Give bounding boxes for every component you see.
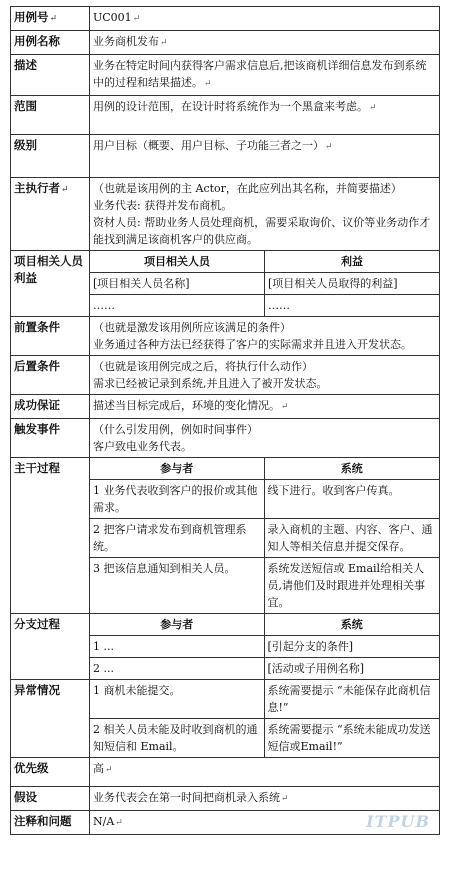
main-step-actor: 1 业务代表收到客户的报价或其他需求。 <box>90 480 264 519</box>
main-step-system: 线下进行。收到客户传真。 <box>264 480 439 519</box>
branch-step-system: [活动或子用例名称] <box>267 662 365 675</box>
value-text: 业务商机发布 <box>93 35 159 48</box>
label-trigger <box>11 419 90 458</box>
value-exceptions <box>90 680 440 758</box>
branch-header-actor: 参与者 <box>90 614 264 636</box>
stakeholder-header-person: 项目相关人员 <box>90 251 265 273</box>
trigger-line: 客户致电业务代表。 <box>93 440 192 453</box>
row-postcondition <box>11 356 440 395</box>
label-text: 假设 <box>14 790 37 804</box>
exception-actor: 1 商机未能提交。 <box>90 680 264 719</box>
row-stakeholders <box>11 251 440 317</box>
paragraph-mark-icon: ↵ <box>105 765 113 775</box>
label-actor <box>11 178 90 251</box>
value-text: 用户目标（概要、用户目标、子功能三者之一） <box>93 139 324 152</box>
label-text: 后置条件 <box>14 359 60 373</box>
main-flow-table <box>90 458 439 613</box>
precondition-line: 业务通过各种方法已经获得了客户的实际需求并且进入开发状态。 <box>93 338 412 351</box>
stakeholder-cell: …… <box>90 295 265 317</box>
main-step-actor: 2 把客户请求发布到商机管理系统。 <box>90 519 264 558</box>
row-branch-flow <box>11 614 440 680</box>
exception-table <box>90 680 439 757</box>
label-text: 异常情况 <box>14 683 60 697</box>
stakeholder-cell: [项目相关人员取得的利益] <box>265 273 440 295</box>
value-stakeholders <box>90 251 440 317</box>
main-step-system: 录入商机的主题、内容、客户、通知人等相关信息并提交保存。 <box>264 519 439 558</box>
row-main-flow <box>11 458 440 614</box>
use-case-table <box>10 6 440 835</box>
row-priority <box>11 758 440 787</box>
exception-system: 系统需要提示 “未能保存此商机信息!” <box>264 680 439 719</box>
precondition-line: （也就是激发该用例所应该满足的条件） <box>93 321 291 334</box>
row-exceptions <box>11 680 440 758</box>
label-text: 级别 <box>14 138 37 152</box>
paragraph-mark-icon: ↵ <box>49 14 58 24</box>
paragraph-mark-icon: ↵ <box>325 142 333 152</box>
main-header-system: 系统 <box>264 458 439 480</box>
paragraph-mark-icon: ↵ <box>369 103 377 113</box>
paragraph-mark-icon: ↵ <box>281 402 289 412</box>
value-actor <box>90 178 440 251</box>
label-success <box>11 395 90 419</box>
row-id <box>11 7 440 31</box>
value-scope <box>90 96 440 135</box>
label-branch-flow <box>11 614 90 680</box>
label-text: 用例号 <box>14 10 49 24</box>
value-priority <box>90 758 440 787</box>
stakeholder-cell: [项目相关人员名称] <box>90 273 265 295</box>
row-success <box>11 395 440 419</box>
row-scope <box>11 96 440 135</box>
label-precondition <box>11 317 90 356</box>
value-text: UC001 <box>93 11 132 24</box>
label-text: 优先级 <box>14 761 49 775</box>
value-main-flow <box>90 458 440 614</box>
actor-line: 业务代表: 获得并发布商机。 <box>93 199 233 212</box>
exception-system: 系统需要提示 “系统未能成功发送短信或Email!” <box>267 723 431 753</box>
use-case-document <box>10 6 440 835</box>
label-priority <box>11 758 90 787</box>
label-text: 描述 <box>14 58 37 72</box>
label-exceptions <box>11 680 90 758</box>
label-text: 用例名称 <box>14 34 60 48</box>
row-assumption <box>11 787 440 811</box>
label-desc <box>11 55 90 96</box>
main-step-system: 系统发送短信或 Email给相关人员,请他们及时跟进并处理相关事宜。 <box>267 562 426 609</box>
label-text: 主执行者 <box>14 181 60 195</box>
label-text: 范围 <box>14 99 37 113</box>
paragraph-mark-icon: ↵ <box>115 818 123 828</box>
actor-line: 资材人员: 帮助业务人员处理商机，需要采取询价、议价等业务动作才能找到满足该商机客户的供应商。 <box>93 216 431 246</box>
branch-step-actor: 1 ... <box>90 636 264 658</box>
value-text: 业务在特定时间内获得客户需求信息后,把该商机详细信息发布到系统中的过程和结果描述。 <box>93 59 427 89</box>
watermark: ITPUB <box>366 812 430 831</box>
value-desc <box>90 55 440 96</box>
value-text: N/A <box>93 815 115 828</box>
row-trigger <box>11 419 440 458</box>
value-id <box>90 7 440 31</box>
label-assumption <box>11 787 90 811</box>
label-text: 成功保证 <box>14 398 60 412</box>
value-level <box>90 135 440 178</box>
label-notes <box>11 811 90 835</box>
label-text: 触发事件 <box>14 422 60 436</box>
value-trigger <box>90 419 440 458</box>
row-desc <box>11 55 440 96</box>
paragraph-mark-icon: ↵ <box>160 38 168 48</box>
stakeholder-header-interest: 利益 <box>265 251 440 273</box>
row-name <box>11 31 440 55</box>
paragraph-mark-icon: ↵ <box>281 794 289 804</box>
stakeholder-cell: …… <box>268 299 290 312</box>
value-text: 业务代表会在第一时间把商机录入系统 <box>93 791 280 804</box>
label-scope <box>11 96 90 135</box>
label-main-flow <box>11 458 90 614</box>
label-level <box>11 135 90 178</box>
postcondition-line: （也就是该用例完成之后，将执行什么动作） <box>93 360 313 373</box>
paragraph-mark-icon: ↵ <box>61 185 69 195</box>
paragraph-mark-icon: ↵ <box>132 14 141 24</box>
value-assumption <box>90 787 440 811</box>
stakeholder-table <box>90 251 439 316</box>
value-branch-flow <box>90 614 440 680</box>
label-text: 项目相关人员利益 <box>14 254 83 285</box>
row-actor <box>11 178 440 251</box>
value-name <box>90 31 440 55</box>
label-text: 注释和问题 <box>14 814 72 828</box>
label-name <box>11 31 90 55</box>
main-header-actor: 参与者 <box>90 458 264 480</box>
value-text: 用例的设计范围，在设计时将系统作为一个黑盒来考虑。 <box>93 100 368 113</box>
label-id <box>11 7 90 31</box>
label-text: 分支过程 <box>14 617 60 631</box>
row-level <box>11 135 440 178</box>
postcondition-line: 需求已经被记录到系统,并且进入了被开发状态。 <box>93 377 328 390</box>
label-text: 前置条件 <box>14 320 60 334</box>
exception-actor: 2 相关人员未能及时收到商机的通知短信和 Email。 <box>90 719 264 758</box>
trigger-line: （什么引发用例，例如时间事件） <box>93 423 258 436</box>
value-text: 高 <box>93 762 104 775</box>
actor-line: （也就是该用例的主 Actor，在此应列出其名称，并简要描述） <box>93 182 402 195</box>
branch-step-system: [引起分支的条件] <box>264 636 439 658</box>
row-precondition <box>11 317 440 356</box>
value-success <box>90 395 440 419</box>
paragraph-mark-icon: ↵ <box>204 79 212 89</box>
branch-step-actor: 2 ... <box>90 658 264 680</box>
value-text: 描述当目标完成后，环境的变化情况。 <box>93 399 280 412</box>
branch-header-system: 系统 <box>264 614 439 636</box>
value-precondition <box>90 317 440 356</box>
label-stakeholders <box>11 251 90 317</box>
main-step-actor: 3 把该信息通知到相关人员。 <box>90 558 264 614</box>
label-postcondition <box>11 356 90 395</box>
branch-flow-table <box>90 614 439 679</box>
value-postcondition <box>90 356 440 395</box>
label-text: 主干过程 <box>14 461 60 475</box>
